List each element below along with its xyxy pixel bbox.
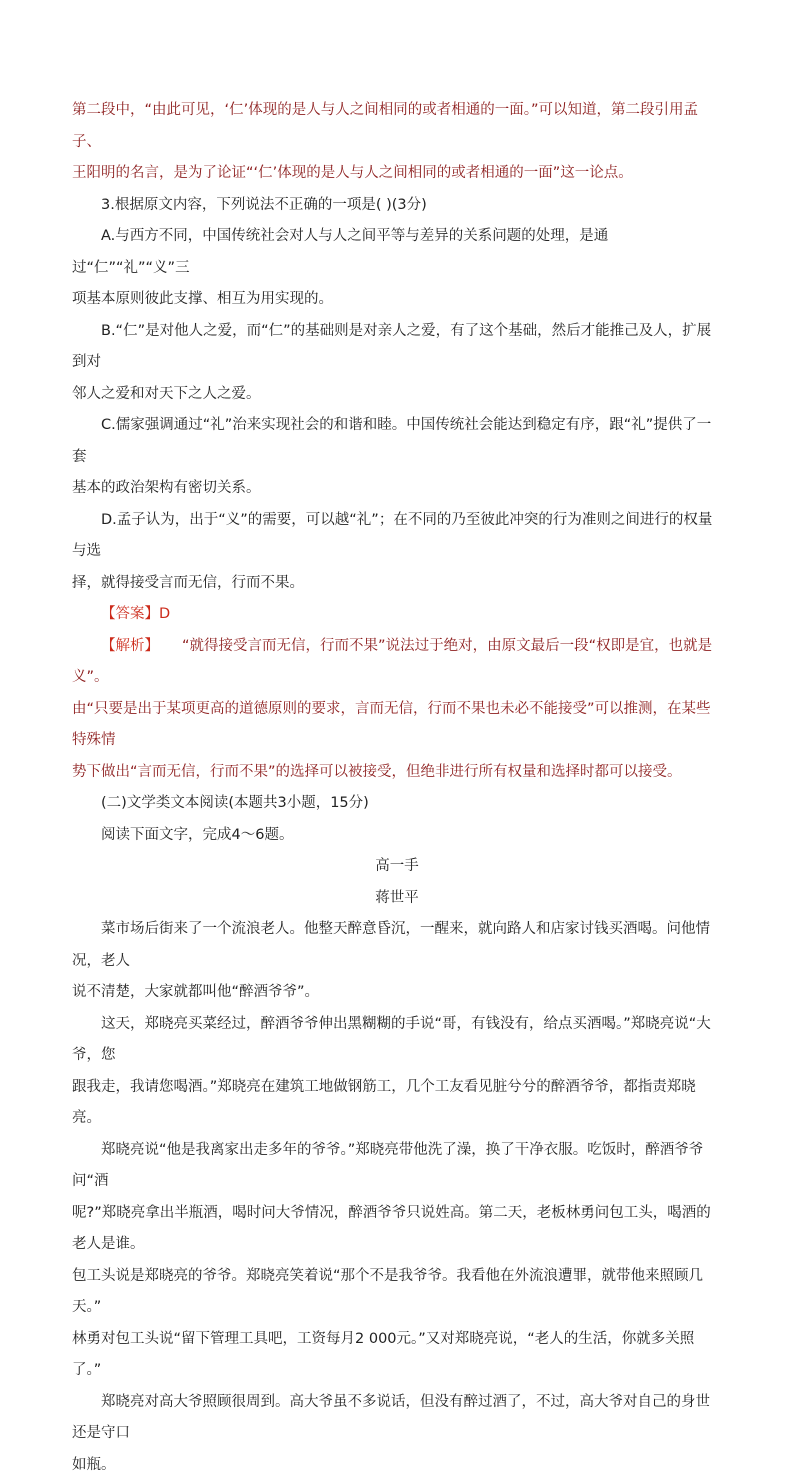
- analysis-line: 由“只要是出于某项更高的道德原则的要求，言而无信，行而不果也未必不能接受”可以推测，在某些特殊情: [72, 694, 722, 757]
- option-line: 邻人之爱和对天下之人之爱。: [72, 379, 722, 411]
- story-line: 菜市场后街来了一个流浪老人。他整天醉意昏沉，一醒来，就向路人和店家讨钱买酒喝。问他情况，老人: [72, 914, 722, 977]
- analysis-tag: 【解析】: [101, 638, 159, 654]
- story-line: 说不清楚，大家就都叫他“醉酒爷爷”。: [72, 977, 722, 1009]
- document-content: [72, 95, 722, 1481]
- story-paragraph: [72, 1135, 722, 1387]
- option-line: 择，就得接受言而无信，行而不果。: [72, 568, 722, 600]
- story-line: 如瓶。: [72, 1450, 722, 1481]
- story-paragraph: [72, 1009, 722, 1135]
- answer-tag: 【答案】: [101, 606, 159, 622]
- analysis: [72, 631, 722, 789]
- story-line: 跟我走，我请您喝酒。”郑晓亮在建筑工地做钢筋工，几个工友看见脏兮兮的醉酒爷爷，都指责郑晓亮。: [72, 1072, 722, 1135]
- option-line: C.儒家强调通过“礼”治来实现社会的和谐和睦。中国传统社会能达到稳定有序，跟“礼”提供了一套: [72, 410, 722, 473]
- intro-line: 王阳明的名言，是为了论证“‘仁’体现的是人与人之间相同的或者相通的一面”这一论点。: [72, 158, 722, 190]
- story-title: 高一手: [72, 851, 722, 883]
- question-3: [72, 190, 722, 600]
- story-line: 这天，郑晓亮买菜经过，醉酒爷爷伸出黑糊糊的手说“哥，有钱没有，给点买酒喝。”郑晓亮说“大爷，您: [72, 1009, 722, 1072]
- option-c: [72, 410, 722, 505]
- option-d: [72, 505, 722, 600]
- answer-value: D: [159, 606, 170, 622]
- intro-line: 第二段中，“由此可见，‘仁’体现的是人与人之间相同的或者相通的一面。”可以知道，第二段引用孟子、: [72, 95, 722, 158]
- story-paragraph: [72, 914, 722, 1009]
- story-line: 包工头说是郑晓亮的爷爷。郑晓亮笑着说“那个不是我爷爷。我看他在外流浪遭罪，就带他来照顾几天。”: [72, 1261, 722, 1324]
- story-paragraph: [72, 1387, 722, 1481]
- section-instruction: 阅读下面文字，完成4～6题。: [72, 820, 722, 852]
- intro-paragraph: [72, 95, 722, 190]
- option-line: A.与西方不同，中国传统社会对人与人之间平等与差异的关系问题的处理，是通过“仁”“礼”“义”三: [72, 221, 722, 284]
- analysis-line: [72, 631, 722, 694]
- story-line: 郑晓亮说“他是我离家出走多年的爷爷。”郑晓亮带他洗了澡，换了干净衣服。吃饭时，醉酒爷爷问“酒: [72, 1135, 722, 1198]
- story-line: 林勇对包工头说“留下管理工具吧，工资每月2 000元。”又对郑晓亮说，“老人的生活，你就多关照了。”: [72, 1324, 722, 1387]
- answer-line: [72, 599, 722, 631]
- option-line: 项基本原则彼此支撑、相互为用实现的。: [72, 284, 722, 316]
- question-stem: 3.根据原文内容，下列说法不正确的一项是( )(3分): [72, 190, 722, 222]
- option-line: D.孟子认为，出于“义”的需要，可以越“礼”；在不同的乃至彼此冲突的行为准则之间进行的权量与选: [72, 505, 722, 568]
- option-a: [72, 221, 722, 316]
- story-line: 呢?”郑晓亮拿出半瓶酒，喝时问大爷情况，醉酒爷爷只说姓高。第二天，老板林勇问包工头，喝酒的老人是谁。: [72, 1198, 722, 1261]
- option-line: 基本的政治架构有密切关系。: [72, 473, 722, 505]
- option-b: [72, 316, 722, 411]
- analysis-text: “就得接受言而无信，行而不果”说法过于绝对，由原文最后一段“权即是宜，也就是义”。: [72, 638, 712, 686]
- story-author: 蒋世平: [72, 883, 722, 915]
- story-line: 郑晓亮对高大爷照顾很周到。高大爷虽不多说话，但没有醉过酒了，不过，高大爷对自己的身世还是守口: [72, 1387, 722, 1450]
- option-line: B.“仁”是对他人之爱，而“仁”的基础则是对亲人之爱，有了这个基础，然后才能推己及人，扩展到对: [72, 316, 722, 379]
- analysis-line: 势下做出“言而无信，行而不果”的选择可以被接受，但绝非进行所有权量和选择时都可以接受。: [72, 757, 722, 789]
- section-heading: (二)文学类文本阅读(本题共3小题，15分): [72, 788, 722, 820]
